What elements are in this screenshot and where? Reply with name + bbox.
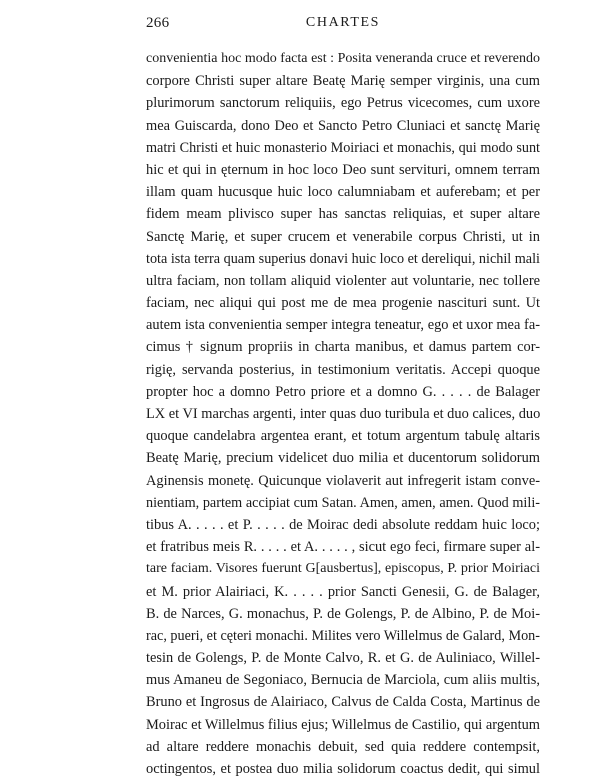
text-line: ultra faciam, non tollam aliquid violenter aut voluntarie, nec tollere [146,272,540,289]
running-head [146,15,540,37]
text-line: tesin de Golengs, P. de Monte Calvo, R. et G. de Auliniaco, Willel- [146,650,540,667]
text-line: mea Guiscarda, dono Deo et Sancto Petro Cluniaci et sanctę Marię [146,117,540,134]
text-line: illam quam hucusque huic loco calumniabam et auferebam; et per [146,184,540,201]
text-line: B. de Narces, G. monachus, P. de Golengs, P. de Albino, P. de Moi- [146,605,540,622]
charter-text-block [146,48,540,780]
text-line: Moirac et Willelmus filius ejus; Willelmus de Castilio, qui argentum [146,716,540,733]
text-line: nientiam, partem accipiat cum Satan. Amen, amen, amen. Quod mili- [146,494,540,511]
page-number: 266 [146,15,170,31]
text-line: propter hoc a domno Petro priore et a domno G. . . . . de Balager [146,383,540,400]
text-line: mus Amaneu de Segoniaco, Bernucia de Marciola, cum aliis multis, [146,672,540,689]
text-line: Sanctę Marię, et super crucem et venerabile corpus Christi, ut in [146,228,540,245]
text-line: Aginensis monetę. Quicunque violaverit aut infregerit istam conve- [146,472,540,489]
text-line: octingentos, et postea duo milia solidorum coactus dedit, qui simul [146,761,540,777]
text-line: et M. prior Alairiaci, K. . . . . prior Sancti Genesii, G. de Balager, [146,583,540,600]
text-line: et fratribus meis R. . . . . et A. . . . . , sicut ego feci, firmare super al- [146,539,540,556]
text-line: Bruno et Ingrosus de Alairiaco, Calvus de Calda Costa, Martinus de [146,694,540,711]
text-line: tota ista terra quam superius donavi huic loco et dereliqui, nichil mali [146,250,540,267]
text-line: rac, pueri, et cęteri monachi. Milites vero Willelmus de Galard, Mon- [146,627,540,644]
text-line: tibus A. . . . . et P. . . . . de Moirac dedi absolute reddam huic loco; [146,516,540,533]
text-line: autem ista convenientia semper integra teneatur, ego et uxor mea fa- [146,317,540,334]
text-line: matri Christi et huic monasterio Moiriaci et monachis, qui modo sunt [146,139,540,156]
text-line: corpore Christi super altare Beatę Marię semper virginis, una cum [146,73,540,90]
text-line: convenientia hoc modo facta est : Posita veneranda cruce et reverendo [146,51,540,66]
text-line: faciam, nec aliqui qui post me de mea progenie nascituri sunt. Ut [146,295,540,312]
text-line: tare faciam. Visores fuerunt G[ausbertus], episcopus, P. prior Moiriaci [146,561,540,577]
text-line: hic et qui in ęternum in hoc loco Deo sunt servituri, omnem terram [146,161,540,178]
running-title: CHARTES [305,15,381,30]
text-line: plurimorum sanctorum reliquiis, ego Petrus vicecomes, cum uxore [146,95,540,112]
text-line: ad altare reddere monachis debuit, sed quia reddere contempsit, [146,738,540,755]
text-line: LX et VI marchas argenti, inter quas duo turibula et duo calices, duo [146,406,540,422]
text-line: rigię, servanda posterius, in testimonium veritatis. Accepi quoque [146,361,540,378]
text-line: cimus † signum propriis in charta manibus, et damus partem cor- [146,339,540,356]
text-line: quoque candelabra argentea erant, et totum argentum tabulę altaris [146,428,540,445]
text-line: fidem meam plivisco super has sanctas reliquias, et super altare [146,206,540,223]
text-line: Beatę Marię, precium videlicet duo milia et ducentorum solidorum [146,450,540,467]
